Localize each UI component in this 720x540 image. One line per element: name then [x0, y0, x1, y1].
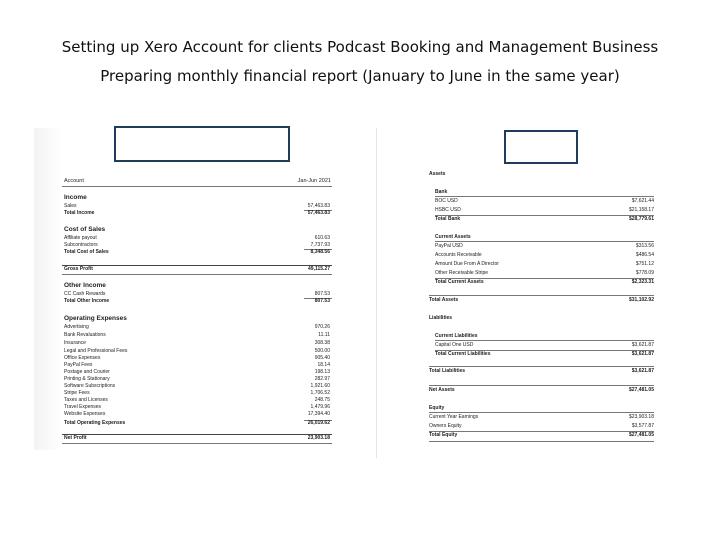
row-label: Sales	[64, 203, 77, 209]
row-value: 49,115.27	[308, 266, 330, 272]
row-value: $3,621.87	[631, 342, 654, 348]
equity-total-row	[429, 432, 654, 440]
row-label: Owners Equity	[429, 423, 462, 429]
liabilities-heading	[429, 315, 654, 323]
total-liabilities-row	[429, 368, 654, 376]
slide-title: Setting up Xero Account for clients Podcast Booking and Management Business	[61, 38, 659, 56]
section-label: Current Assets	[435, 234, 471, 240]
row-label: Office Expenses	[64, 355, 101, 361]
row-rule	[429, 385, 654, 386]
row-value: 18.14	[317, 362, 330, 368]
row-label: Subcontractors	[64, 242, 98, 248]
row-label: Printing & Stationary	[64, 376, 110, 382]
row-value: $21,158.17	[628, 207, 654, 213]
row-rule	[435, 340, 654, 341]
pnl-header-rule	[62, 186, 332, 187]
row-value: 57,463.83	[307, 210, 330, 216]
row-label: PayPal Fees	[64, 362, 93, 368]
row-value: $28,779.61	[628, 216, 654, 222]
row-label: Total Current Liabilities	[435, 351, 491, 357]
row-value: $778.09	[635, 270, 654, 276]
row-value: 970.26	[314, 324, 330, 330]
row-label: Bank Revaluations	[64, 332, 106, 338]
total-assets-row	[429, 297, 654, 305]
row-label: Amount Due From A Director	[435, 261, 499, 267]
row-value: $7,621.44	[631, 198, 654, 204]
current-liabilities-total-row	[435, 351, 654, 359]
bank-row	[435, 198, 654, 206]
current-asset-row	[435, 252, 654, 260]
row-label: Software Subscriptions	[64, 383, 116, 389]
cost-of-sales-heading: Cost of Sales	[64, 226, 106, 233]
row-label: Stripe Fees	[64, 390, 90, 396]
row-label: Insurance	[64, 340, 86, 346]
logo-placeholder	[504, 130, 578, 164]
current-liability-row	[435, 342, 654, 350]
opex-row	[64, 324, 330, 332]
row-label: Capital One USD	[435, 342, 474, 348]
row-value: 57,463.83	[307, 203, 330, 209]
row-value: $751.12	[635, 261, 654, 267]
row-label: Legal and Professional Fees	[64, 348, 128, 354]
row-label: PayPal USD	[435, 243, 463, 249]
row-label: Total Liabilities	[429, 368, 466, 374]
row-label: Total Assets	[429, 297, 459, 303]
row-label: Net Assets	[429, 387, 455, 393]
row-label: Total Operating Expenses	[64, 420, 126, 426]
row-value: 26,019.62	[307, 420, 330, 426]
operating-expenses-heading: Operating Expenses	[64, 315, 127, 322]
pnl-column-period: Jan-Jun 2021	[297, 178, 331, 184]
row-value: 7,737.93	[310, 242, 330, 248]
row-label: Total Other Income	[64, 298, 110, 304]
row-value: 11.11	[318, 332, 330, 338]
row-rule	[429, 412, 654, 413]
row-label: Affiliate payout	[64, 235, 97, 241]
row-value: $23,903.18	[628, 414, 654, 420]
current-asset-row	[435, 261, 654, 269]
row-value: $313.56	[635, 243, 654, 249]
row-value: $3,621.87	[631, 351, 654, 357]
row-label: Travel Expenses	[64, 404, 102, 410]
net-profit-rule	[62, 443, 332, 444]
section-label: Current Liabilities	[435, 333, 478, 339]
row-value: $3,621.87	[631, 368, 654, 374]
row-value: $27,481.05	[628, 387, 654, 393]
bank-row	[435, 207, 654, 215]
gross-profit-rule	[62, 274, 332, 275]
other-income-heading: Other Income	[64, 282, 106, 289]
balance-sheet-report	[376, 128, 683, 458]
row-label: Current Year Earnings	[429, 414, 479, 420]
row-rule	[429, 295, 654, 296]
row-value: 23,903.18	[307, 435, 330, 441]
income-total-row	[64, 210, 330, 218]
equity-row	[429, 423, 654, 431]
row-label: Website Expenses	[64, 411, 106, 417]
other-income-total-row	[64, 298, 330, 306]
row-label: Gross Profit	[64, 266, 93, 272]
row-rule	[429, 366, 654, 367]
assets-heading	[429, 171, 654, 179]
row-label: Total Equity	[429, 432, 458, 438]
row-value: 1,706.52	[310, 390, 330, 396]
section-label: Assets	[429, 171, 446, 177]
row-label: Accounts Receivable	[435, 252, 482, 258]
row-label: CC Cash Rewards	[64, 291, 106, 297]
bank-total-row	[435, 216, 654, 224]
row-rule	[435, 241, 654, 242]
section-label: Liabilities	[429, 315, 453, 321]
row-label: Total Income	[64, 210, 95, 216]
row-value: 807.53	[314, 291, 330, 297]
row-value: 308.38	[314, 340, 330, 346]
current-asset-row	[435, 243, 654, 251]
gross-profit-row	[64, 266, 330, 274]
current-asset-row	[435, 270, 654, 278]
income-heading: Income	[64, 194, 87, 201]
row-value: 248.75	[314, 397, 330, 403]
section-label: Equity	[429, 405, 445, 411]
row-value: $486.54	[635, 252, 654, 258]
row-value: $27,481.05	[628, 432, 654, 438]
row-label: Postage and Courier	[64, 369, 110, 375]
row-value: $3,577.87	[631, 423, 654, 429]
row-value: 198.13	[314, 369, 330, 375]
row-value: 8,348.56	[310, 249, 330, 255]
row-label: Total Current Assets	[435, 279, 484, 285]
section-label: Bank	[435, 189, 448, 195]
row-value: $31,102.92	[628, 297, 654, 303]
row-label: Total Bank	[435, 216, 461, 222]
row-value: 17,394.40	[307, 411, 330, 417]
row-value: 1,479.96	[310, 404, 330, 410]
row-label: HSBC USD	[435, 207, 461, 213]
row-label: Taxes and Licenses	[64, 397, 108, 403]
net-profit-row	[64, 435, 330, 443]
profit-and-loss-report	[34, 128, 372, 450]
slide-subtitle: Preparing monthly financial report (January to June in the same year)	[100, 67, 620, 85]
pnl-column-account: Account	[64, 178, 84, 184]
cos-total-row	[64, 249, 330, 257]
row-label: Net Profit	[64, 435, 87, 441]
equity-row	[429, 414, 654, 422]
row-value: 807.53	[314, 298, 330, 304]
row-value: 500.00	[314, 348, 330, 354]
current-assets-total-row	[435, 279, 654, 287]
net-assets-row	[429, 387, 654, 395]
row-rule	[435, 196, 654, 197]
logo-placeholder	[114, 126, 290, 162]
row-label: Other Receivable Stripe	[435, 270, 489, 276]
row-rule	[429, 441, 654, 442]
row-value: 610.63	[314, 235, 330, 241]
row-label: Advertising	[64, 324, 89, 330]
row-value: 905.40	[314, 355, 330, 361]
opex-total-row	[64, 420, 330, 428]
row-value: $2,323.31	[631, 279, 654, 285]
row-label: Total Cost of Sales	[64, 249, 109, 255]
row-label: BOC USD	[435, 198, 458, 204]
opex-row	[64, 340, 330, 348]
opex-row	[64, 332, 330, 340]
row-value: 282.97	[314, 376, 330, 382]
opex-row	[64, 411, 330, 419]
row-value: 1,921.60	[310, 383, 330, 389]
